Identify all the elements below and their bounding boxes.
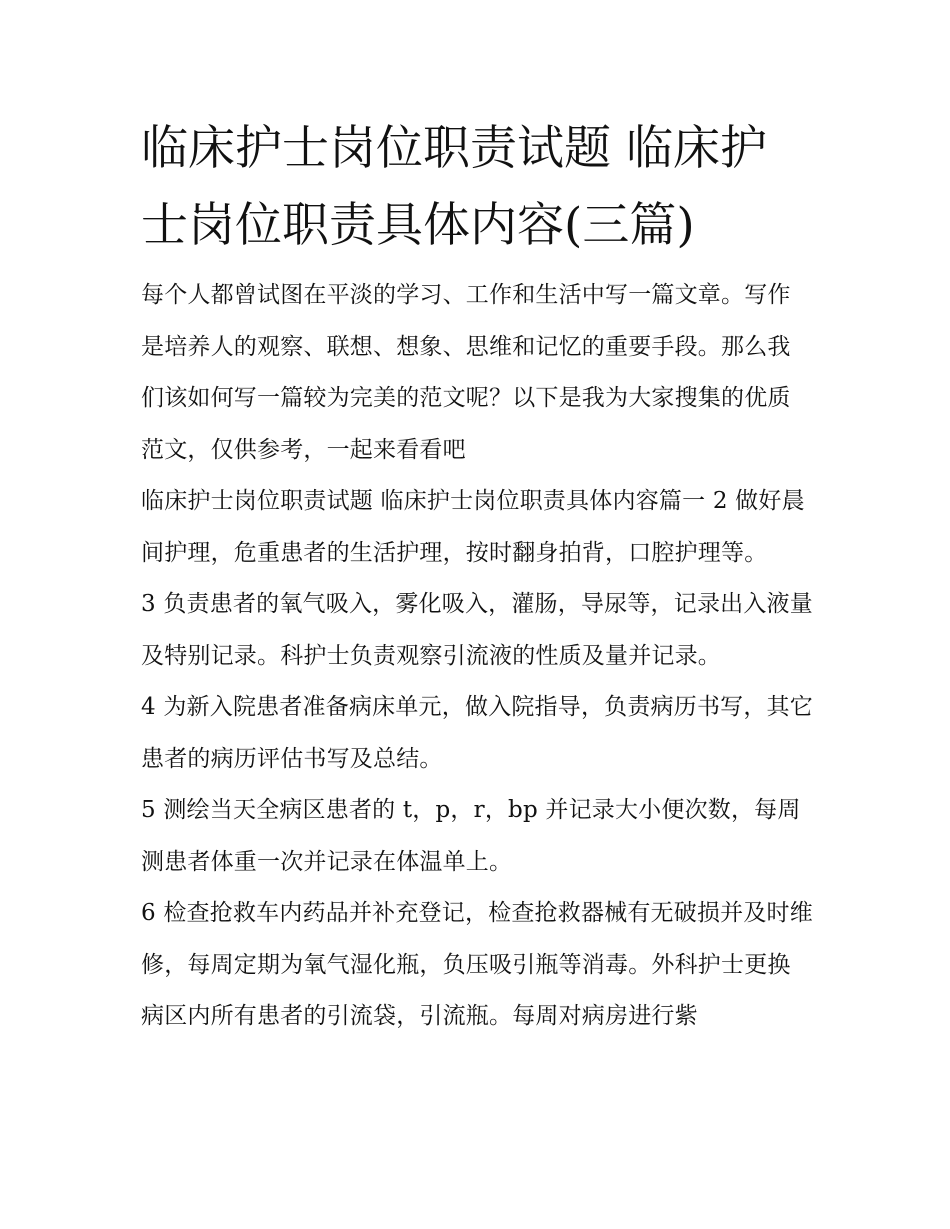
duty-paragraph-4: 4 为新入院患者准备病床单元，做入院指导，负责病历书写，其它患者的病历评估书写及总结。 <box>141 694 813 772</box>
document-body <box>141 110 813 1043</box>
duty-paragraph-2: 临床护士岗位职责试题 临床护士岗位职责具体内容篇一 2 做好晨间护理，危重患者的生活护理，按时翻身拍背，口腔护理等。 <box>141 488 805 566</box>
duty-paragraph-6: 6 检查抢救车内药品并补充登记，检查抢救器械有无破损并及时维修，每周定期为氧气湿化瓶，负压吸引瓶等消毒。外科护士更换病区内所有患者的引流袋，引流瓶。每周对病房进行紫 <box>141 900 813 1029</box>
duty-paragraph-5: 5 测绘当天全病区患者的 t，p，r，bp 并记录大小便次数，每周测患者体重一次并记录在体温单上。 <box>141 797 801 875</box>
document-title: 临床护士岗位职责试题 临床护士岗位职责具体内容(三篇) <box>141 121 767 253</box>
duty-paragraph-3: 3 负责患者的氧气吸入，雾化吸入，灌肠，导尿等，记录出入液量及特别记录。科护士负责观察引流液的性质及量并记录。 <box>141 591 813 669</box>
intro-paragraph: 每个人都曾试图在平淡的学习、工作和生活中写一篇文章。写作是培养人的观察、联想、想象、思维和记忆的重要手段。那么我们该如何写一篇较为完美的范文呢？以下是我为大家搜集的优质范文，仅供参考，一起来看看吧 <box>141 282 791 463</box>
